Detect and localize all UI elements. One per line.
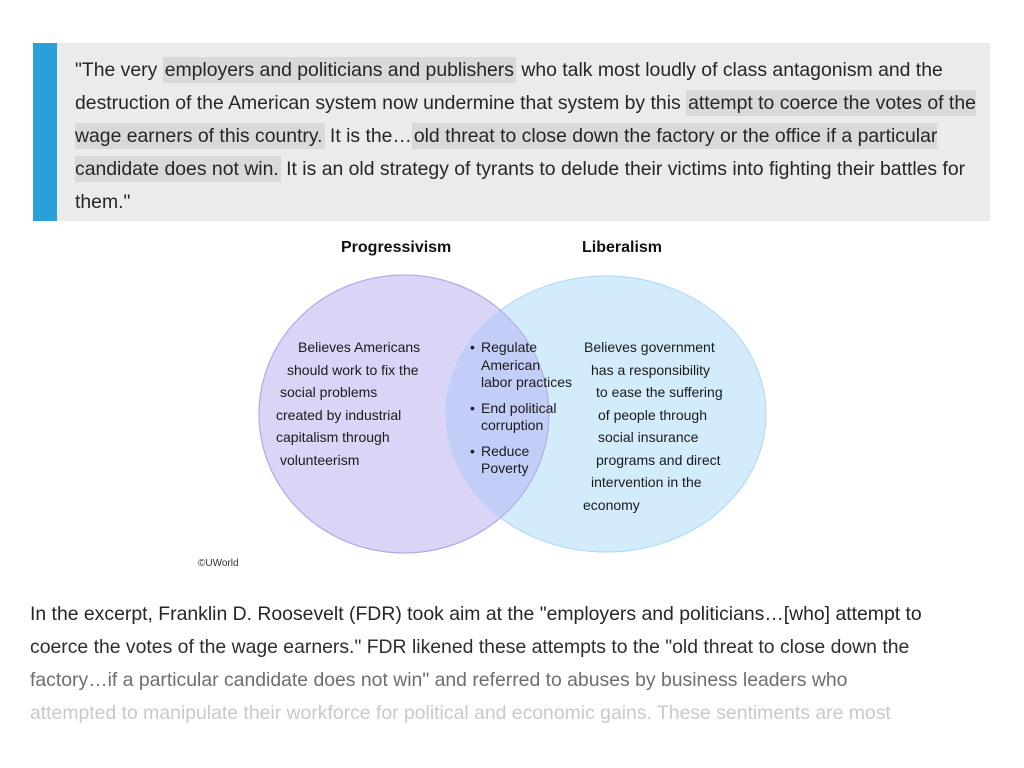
venn-right-line: to ease the suffering xyxy=(596,384,723,400)
explanation-line: In the excerpt, Franklin D. Roosevelt (FDR) took aim at the "employers and politicians…[who] attempt to xyxy=(30,603,922,625)
quote-accent-bar xyxy=(33,43,57,221)
copyright-label: ©UWorld xyxy=(198,558,239,569)
quote-mid-1: who talk most loudly of class antagonism and the destruction of the American system now undermine that system by this xyxy=(75,59,943,114)
venn-overlap-item: • Regulate American labor practices xyxy=(470,339,575,392)
quote-text xyxy=(75,54,985,219)
venn-diagram xyxy=(0,228,1024,580)
venn-right-line: programs and direct xyxy=(596,451,721,468)
venn-right-line: Believes government xyxy=(584,339,715,355)
venn-left-line: Believes Americans xyxy=(298,339,421,355)
quote-highlight-2: attempt to coerce the votes of the wage earners of this country. xyxy=(75,92,976,147)
venn-left-line: created by industrial xyxy=(276,406,402,423)
venn-right-line: economy xyxy=(583,496,640,513)
quote-highlight-1: employers and politicians and publishers xyxy=(164,59,514,81)
venn-left-line: volunteerism xyxy=(280,451,360,468)
venn-right-line: social insurance xyxy=(598,429,699,445)
venn-right-line: has a responsibility xyxy=(591,361,711,378)
venn-right-line: of people through xyxy=(598,406,707,423)
venn-right-title: Liberalism xyxy=(582,239,663,256)
venn-overlap-item: • Reduce Poverty xyxy=(470,443,575,478)
venn-right-text xyxy=(583,336,723,516)
venn-left-title: Progressivism xyxy=(341,239,452,256)
quote-highlight-3: old threat to close down the factory or the office if a particular candidate does not win. xyxy=(75,125,938,180)
venn-left-text xyxy=(276,336,420,471)
explanation-line: coerce the votes of the wage earners." FDR likened these attempts to the "old threat to close down the xyxy=(30,636,910,658)
venn-left-line: should work to fix the xyxy=(287,361,419,378)
explanation-line: attempted to manipulate their workforce for political and economic gains. These sentiments are most xyxy=(30,702,891,724)
venn-right-line: intervention in the xyxy=(591,474,702,490)
venn-overlap-item: • End political corruption xyxy=(470,400,575,435)
explanation-line: factory…if a particular candidate does not win" and referred to abuses by business leaders who xyxy=(30,669,848,691)
venn-left-line: social problems xyxy=(280,384,378,400)
quote-block xyxy=(33,43,990,221)
quote-mid-2: It is the… xyxy=(324,125,412,147)
explanation-text xyxy=(30,598,1005,730)
venn-left-line: capitalism through xyxy=(276,429,390,445)
venn-overlap-text xyxy=(470,339,575,486)
quote-open: "The very xyxy=(75,59,163,81)
quote-close: It is an old strategy of tyrants to delude their victims into fighting their battles for them." xyxy=(75,158,966,213)
